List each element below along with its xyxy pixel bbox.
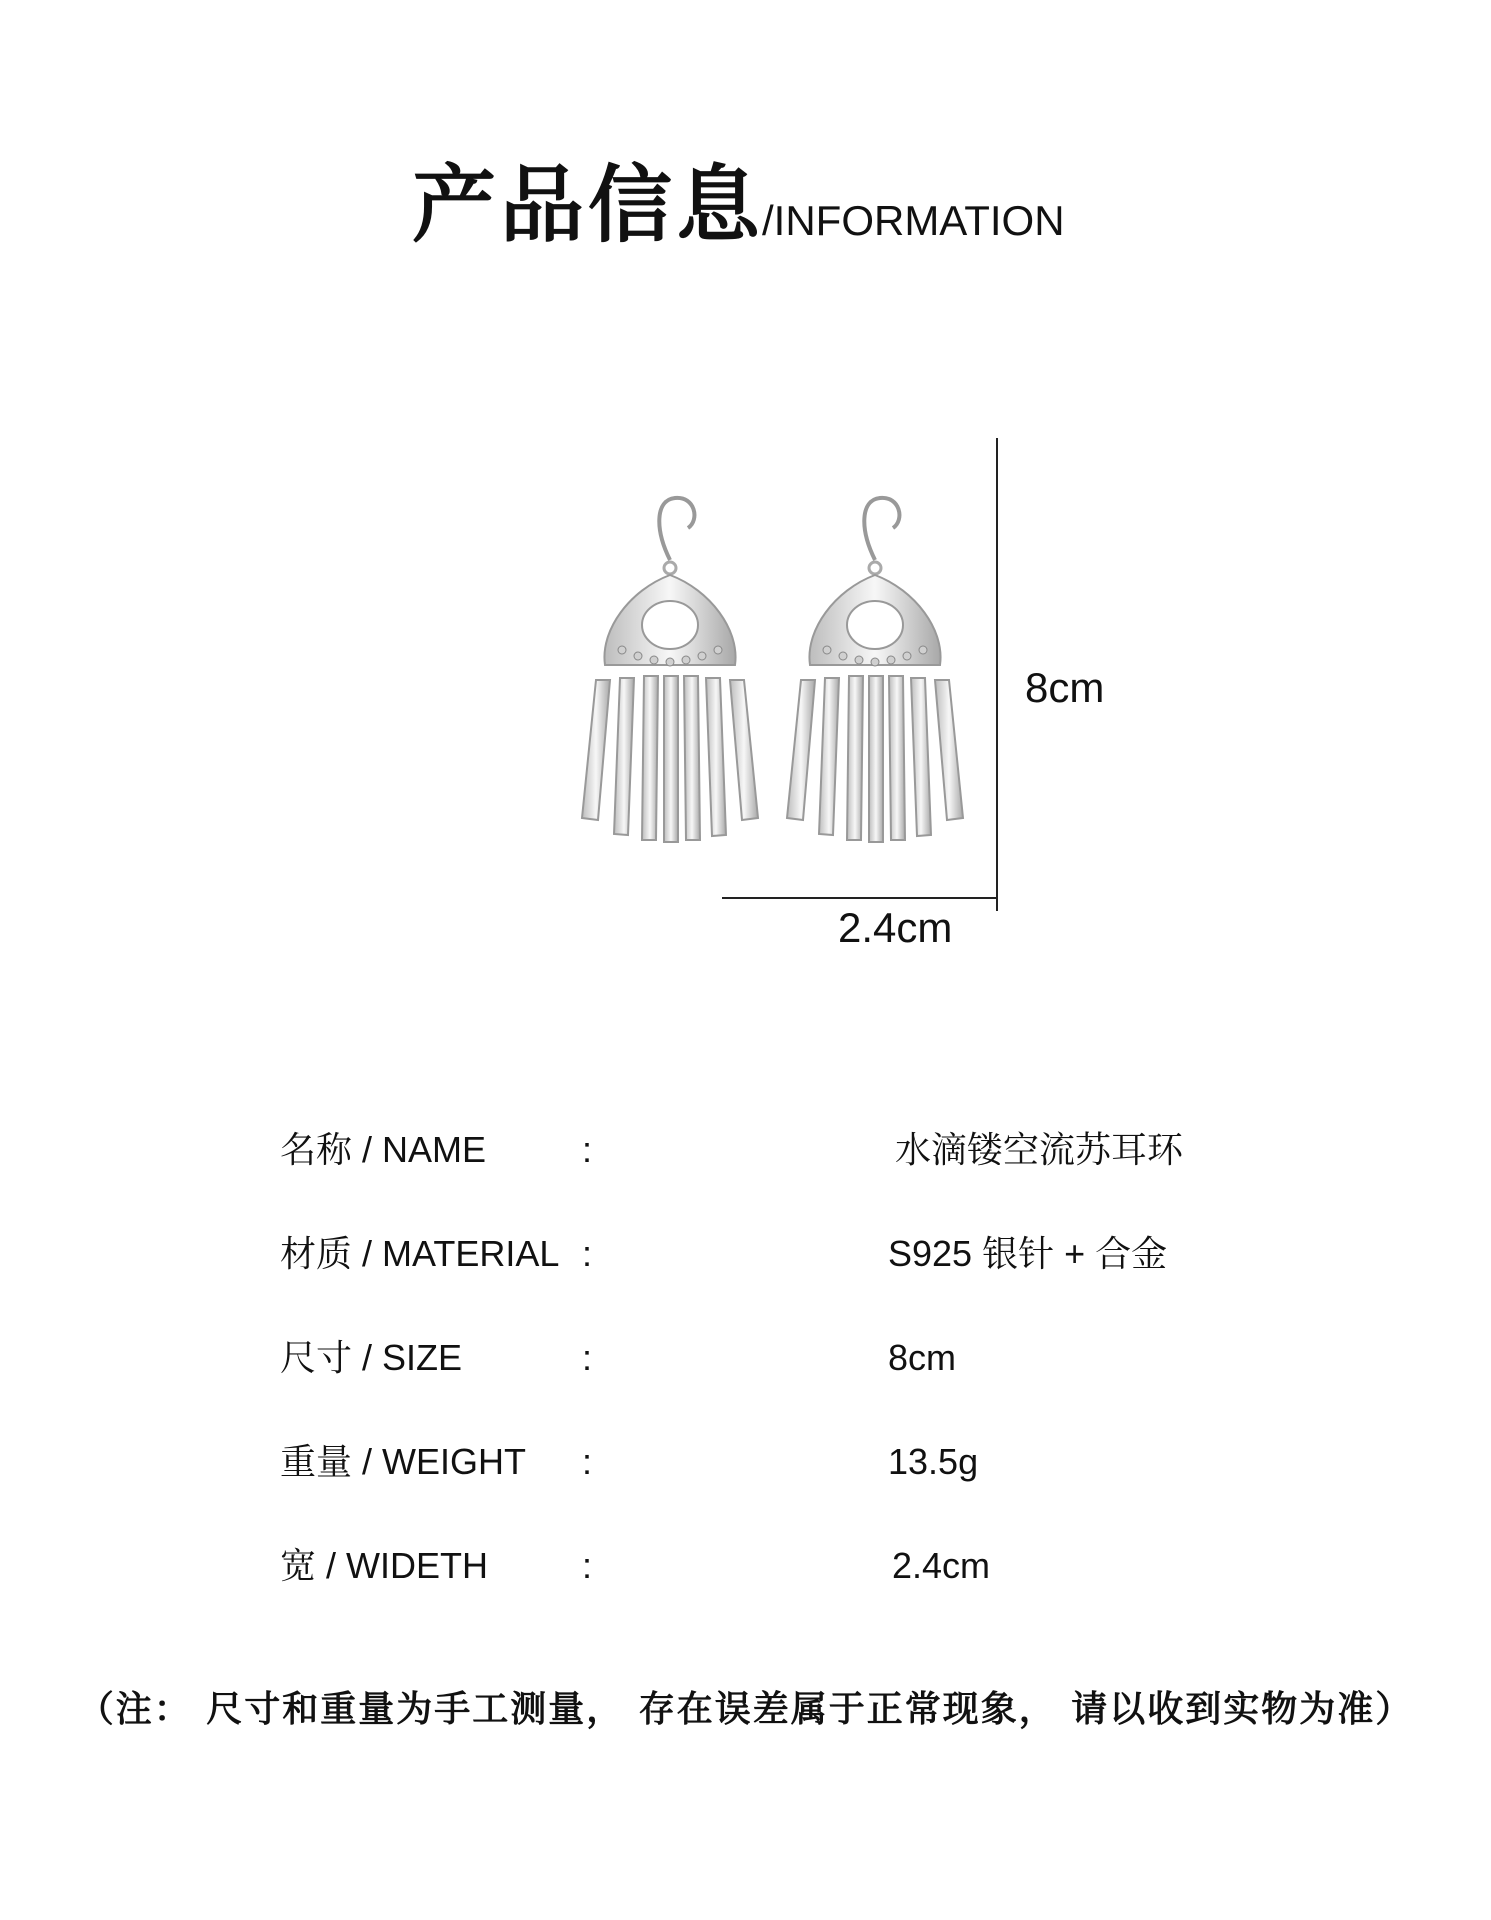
page-subtitle: /INFORMATION	[762, 197, 1065, 244]
spec-label: 尺寸 / SIZE	[280, 1337, 463, 1378]
page-header	[0, 156, 1491, 254]
height-dimension-label: 8cm	[1025, 664, 1105, 711]
spec-row-size	[280, 1333, 1280, 1383]
spec-colon: :	[582, 1233, 593, 1274]
spec-value: S925 银针 + 合金	[888, 1233, 1168, 1274]
spec-row-name	[280, 1125, 1280, 1175]
width-dimension-label: 2.4cm	[838, 904, 953, 951]
disclaimer-note: （注： 尺寸和重量为手工测量， 存在误差属于正常现象， 请以收到实物为准）	[77, 1689, 1414, 1730]
earring-image-right	[765, 490, 985, 860]
earring-image-left	[560, 490, 780, 860]
spec-row-weight	[280, 1437, 1280, 1487]
spec-value: 8cm	[888, 1337, 957, 1378]
spec-label: 重量 / WEIGHT	[280, 1441, 526, 1482]
spec-row-material	[280, 1229, 1280, 1279]
page-title: 产品信息	[412, 156, 765, 254]
spec-colon: :	[582, 1545, 593, 1586]
spec-value: 水滴镂空流苏耳环	[895, 1129, 1184, 1170]
spec-label: 材质 / MATERIAL	[280, 1233, 560, 1274]
spec-row-width	[280, 1541, 1280, 1591]
spec-label: 名称 / NAME	[280, 1129, 487, 1170]
spec-value: 13.5g	[888, 1441, 979, 1482]
spec-colon: :	[582, 1337, 593, 1378]
spec-value: 2.4cm	[892, 1545, 991, 1586]
spec-label: 宽 / WIDETH	[280, 1545, 488, 1586]
height-dimension-line	[996, 438, 998, 911]
spec-colon: :	[582, 1441, 593, 1482]
spec-colon: :	[582, 1129, 593, 1170]
width-dimension-line	[722, 897, 998, 899]
